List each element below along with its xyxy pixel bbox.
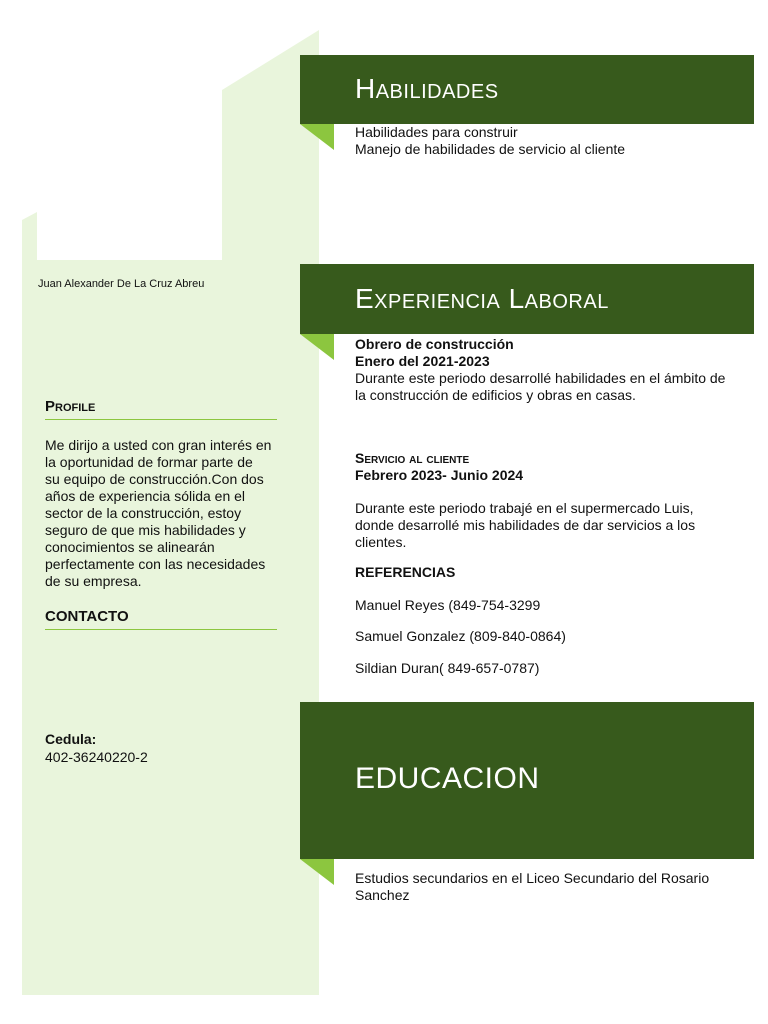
cedula-value: 402-36240220-2	[45, 749, 148, 765]
reference-item: Manuel Reyes (849-754-3299	[355, 597, 541, 613]
experience-accent-triangle	[300, 334, 334, 360]
candidate-name: Juan Alexander De La Cruz Abreu	[38, 278, 205, 290]
experience-banner	[300, 264, 754, 334]
education-banner	[300, 702, 754, 859]
reference-item: Samuel Gonzalez (809-840-0864)	[355, 628, 566, 644]
contact-heading: CONTACTO	[45, 608, 277, 630]
profile-heading: Profile	[45, 398, 277, 420]
skills-heading: Habilidades	[355, 73, 499, 104]
skills-banner	[300, 55, 754, 124]
job-dates: Enero del 2021-2023	[355, 353, 490, 369]
job-title: Obrero de construcción	[355, 336, 514, 352]
skills-accent-triangle	[300, 124, 334, 150]
job-dates: Febrero 2023- Junio 2024	[355, 467, 524, 483]
cedula-label: Cedula:	[45, 731, 97, 747]
job-description: Durante este periodo desarrollé habilidades en el ámbito de la construcción de edificios y obras en casas.	[355, 370, 726, 403]
reference-item: Sildian Duran( 849-657-0787)	[355, 660, 540, 676]
references-heading: REFERENCIAS	[355, 564, 456, 580]
education-accent-triangle	[300, 859, 334, 885]
education-heading: EDUCACION	[355, 762, 540, 795]
profile-text: Me dirijo a usted con gran interés en la oportunidad de formar parte de su equipo de construcción.Con dos años de experiencia sólida en el sector de la construcción, estoy seguro de que mis habilidades y conocimientos se alinearán perfectamente con las necesidades de su empresa.	[45, 437, 272, 589]
job-description: Durante este periodo trabajé en el supermercado Luis, donde desarrollé mis habilidades de dar servicios a los clientes.	[355, 500, 696, 550]
job-entry	[355, 336, 735, 404]
skill-item: Habilidades para construir	[355, 124, 518, 140]
job-title: Servicio al cliente	[355, 450, 470, 466]
education-description: Estudios secundarios en el Liceo Secundario del Rosario Sanchez	[355, 870, 710, 903]
skills-list	[355, 124, 625, 158]
skill-item: Manejo de habilidades de servicio al cliente	[355, 141, 626, 157]
job-entry	[355, 450, 735, 551]
experience-heading: Experiencia Laboral	[355, 283, 609, 314]
